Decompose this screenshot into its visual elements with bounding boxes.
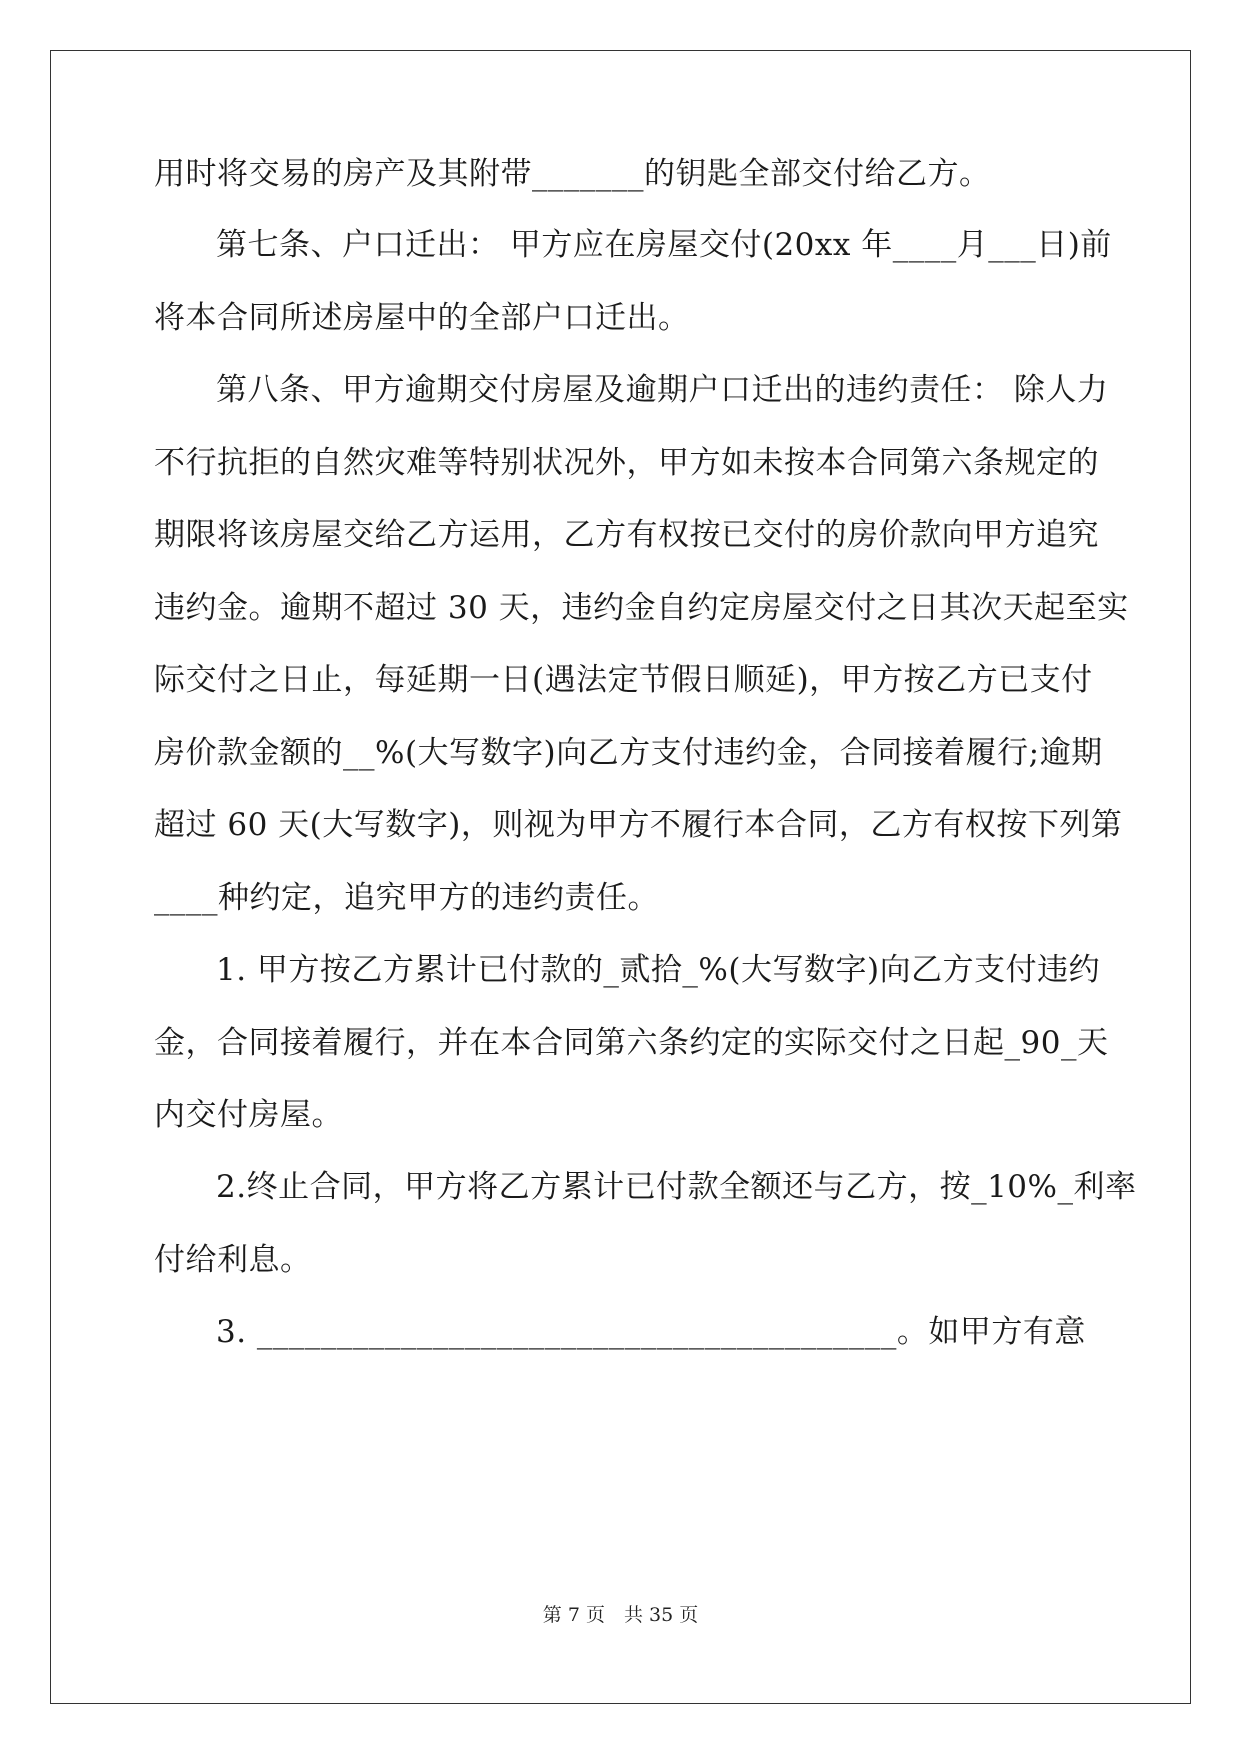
body-line: 第七条、户口迁出： 甲方应在房屋交付(20xx 年____月___日)前 bbox=[216, 227, 1112, 263]
body-line: 内交付房屋。 bbox=[154, 1097, 343, 1133]
body-line: 金，合同接着履行，并在本合同第六条约定的实际交付之日起_90_天 bbox=[154, 1025, 1109, 1061]
body-line: 3. ________________________________________。如甲方有意 bbox=[216, 1314, 1086, 1350]
body-line: 际交付之日止，每延期一日(遇法定节假日顺延)，甲方按乙方已支付 bbox=[154, 662, 1093, 698]
body-line: ____种约定，追究甲方的违约责任。 bbox=[154, 880, 659, 916]
body-line: 超过 60 天(大写数字)，则视为甲方不履行本合同，乙方有权按下列第 bbox=[154, 807, 1123, 843]
page-number-footer: 第 7 页 共 35 页 bbox=[542, 1604, 699, 1626]
body-line: 不行抗拒的自然灾难等特别状况外，甲方如未按本合同第六条规定的 bbox=[154, 445, 1099, 481]
body-line: 第八条、甲方逾期交付房屋及逾期户口迁出的违约责任： 除人力 bbox=[216, 372, 1109, 408]
body-line: 房价款金额的__%(大写数字)向乙方支付违约金，合同接着履行;逾期 bbox=[154, 735, 1103, 771]
body-line: 2.终止合同，甲方将乙方累计已付款全额还与乙方，按_10%_利率 bbox=[216, 1169, 1137, 1205]
body-line: 将本合同所述房屋中的全部户口迁出。 bbox=[154, 300, 690, 336]
body-line: 违约金。逾期不超过 30 天，违约金自约定房屋交付之日其次天起至实 bbox=[154, 590, 1129, 626]
body-line: 付给利息。 bbox=[154, 1242, 312, 1278]
body-line: 用时将交易的房产及其附带_______的钥匙全部交付给乙方。 bbox=[154, 156, 991, 192]
body-line: 1. 甲方按乙方累计已付款的_贰拾_%(大写数字)向乙方支付违约 bbox=[216, 952, 1101, 988]
body-line: 期限将该房屋交给乙方运用，乙方有权按已交付的房价款向甲方追究 bbox=[154, 517, 1099, 553]
